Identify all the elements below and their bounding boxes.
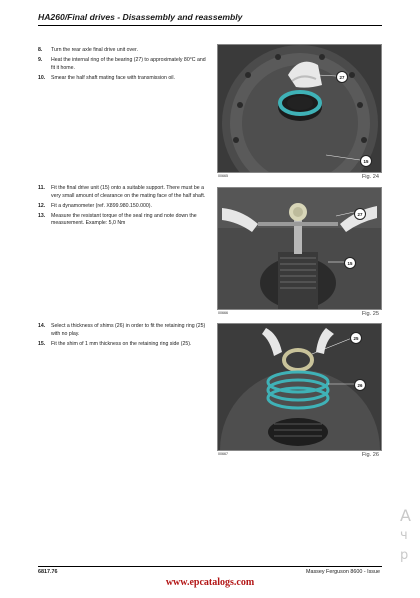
- figure-25: [217, 187, 380, 320]
- step-item: [38, 57, 208, 72]
- callout-27: 27: [354, 208, 366, 220]
- step-item: [38, 75, 208, 83]
- step-number: 11.: [38, 185, 45, 191]
- callout-27: 27: [336, 71, 348, 83]
- steps-group-2: [38, 185, 208, 230]
- final-drive-housing-image: [218, 45, 381, 172]
- watermark-link[interactable]: www.epcatalogs.com: [165, 577, 255, 588]
- figure-code: 00666: [218, 311, 228, 315]
- step-item: [38, 47, 208, 55]
- step-text: Select a thickness of shims (26) in order to fit the retaining ring (25) with no play.: [51, 323, 206, 337]
- step-text: Measure the resistant torque of the seal ring and note down the measurement. Example: 5,0 Nm: [51, 212, 197, 227]
- figure-caption: [217, 173, 380, 183]
- figure-label: Fig. 26: [361, 452, 379, 458]
- side-char: р: [400, 548, 409, 563]
- step-item: [38, 213, 208, 228]
- step-number: 9.: [38, 57, 43, 64]
- side-char: ч: [400, 528, 408, 543]
- step-number: 8.: [38, 47, 43, 53]
- figure-code: 00665: [218, 174, 228, 178]
- figure-caption: [217, 310, 380, 320]
- step-text: Fit a dynamometer (ref. X899.980.150.000).: [51, 202, 152, 209]
- footer-divider: [38, 566, 382, 567]
- figure-label: Fig. 25: [361, 311, 379, 317]
- figure-24: [217, 44, 380, 183]
- step-text: Fit the final drive unit (15) onto a suitable support. There must be a very small amount of clearance on the mating face of the half shaft.: [51, 185, 206, 199]
- manual-title: Massey Ferguson 8600 - Issue: [305, 569, 380, 575]
- figure-photo: [217, 187, 382, 310]
- step-item: [38, 185, 208, 200]
- page-number: 6817.76: [38, 569, 58, 575]
- figure-label: Fig. 24: [361, 174, 379, 180]
- step-text: Turn the rear axle final drive unit over.: [51, 47, 138, 53]
- callout-15: 15: [360, 155, 372, 167]
- page-header: HA260/Final drives - Disassembly and reassembly: [38, 12, 382, 26]
- step-number: 15.: [38, 340, 46, 347]
- step-number: 14.: [38, 323, 46, 329]
- figure-photo: [217, 323, 382, 451]
- figure-photo: [217, 44, 382, 173]
- step-text: Smear the half shaft mating face with transmission oil.: [51, 74, 175, 81]
- side-char: A: [400, 506, 411, 525]
- step-item: [38, 203, 208, 211]
- figure-code: 00667: [218, 452, 228, 456]
- figure-26: [217, 323, 380, 461]
- figure-caption: [217, 451, 380, 461]
- step-item: [38, 341, 208, 349]
- callout-15: 15: [344, 257, 356, 269]
- step-item: [38, 323, 208, 338]
- step-number: 10.: [38, 74, 46, 81]
- steps-group-3: [38, 323, 208, 351]
- step-number: 12.: [38, 202, 46, 209]
- dynamometer-image: [218, 188, 381, 309]
- step-number: 13.: [38, 212, 46, 219]
- callout-25: 25: [350, 332, 362, 344]
- step-text: Fit the shim of 1 mm thickness on the retaining ring side (25).: [51, 340, 192, 347]
- step-text: Heat the internal ring of the bearing (27) to approximately 80°C and fit it home.: [51, 57, 206, 71]
- steps-group-1: [38, 47, 208, 85]
- callout-26: 26: [354, 379, 366, 391]
